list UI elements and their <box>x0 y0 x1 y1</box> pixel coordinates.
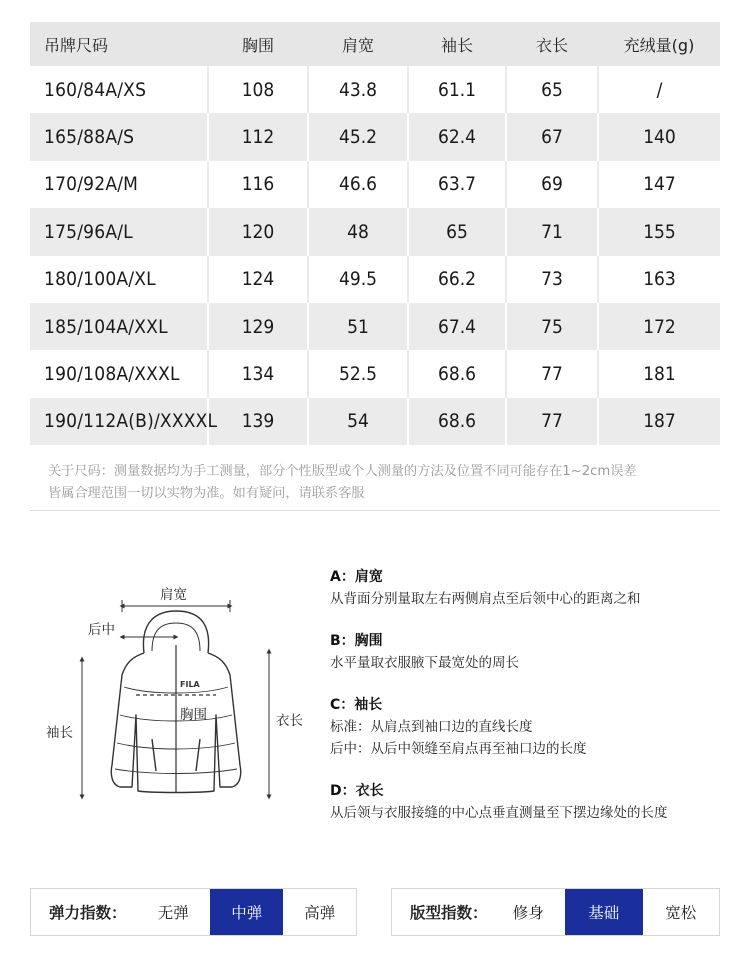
cell-sleeve: 65 <box>408 208 506 255</box>
cell-sleeve: 63.7 <box>408 161 506 208</box>
table-row <box>30 303 720 350</box>
fit-index-label: 版型指数： <box>410 904 488 922</box>
shoulder-label: 肩宽 <box>160 587 187 603</box>
header-down-fill: 充绒量(g) <box>598 22 720 66</box>
chest-label: 胸围 <box>180 707 207 723</box>
cell-length: 75 <box>506 303 598 350</box>
cell-shoulder: 51 <box>308 303 408 350</box>
cell-sleeve: 62.4 <box>408 113 506 160</box>
elastic-option-none[interactable]: 无弹 <box>157 904 189 922</box>
cell-chest: 112 <box>208 113 308 160</box>
elastic-option-high[interactable]: 高弹 <box>304 904 336 922</box>
cell-length: 71 <box>506 208 598 255</box>
sleeve-label: 袖长 <box>46 725 73 741</box>
definition-text: 从背面分别量取左右两侧肩点至后领中心的距离之和 <box>330 591 641 607</box>
cell-length: 77 <box>506 398 598 445</box>
cell-down-fill: 155 <box>598 208 720 255</box>
brand-logo-text: FILA <box>180 680 200 689</box>
cell-tag-size: 190/112A(B)/XXXXL <box>30 398 208 445</box>
cell-down-fill: 163 <box>598 256 720 303</box>
cell-shoulder: 49.5 <box>308 256 408 303</box>
cell-shoulder: 46.6 <box>308 161 408 208</box>
header-shoulder: 肩宽 <box>308 22 408 66</box>
jacket-illustration <box>40 575 320 815</box>
cell-down-fill: 172 <box>598 303 720 350</box>
definition-title: A：肩宽 <box>330 569 383 585</box>
cell-sleeve: 68.6 <box>408 350 506 397</box>
elastic-index-label: 弹力指数： <box>49 904 127 922</box>
cell-sleeve: 66.2 <box>408 256 506 303</box>
table-row <box>30 66 720 113</box>
cell-down-fill: 181 <box>598 350 720 397</box>
cell-tag-size: 165/88A/S <box>30 113 208 160</box>
definition-text: 标准：从肩点到袖口边的直线长度 <box>330 719 533 735</box>
measurement-definitions <box>330 566 730 844</box>
table-row <box>30 256 720 303</box>
note-line-1: 关于尺码：测量数据均为手工测量，部分个性版型或个人测量的方法及位置不同可能存在1~2cm误差 <box>48 464 637 479</box>
cell-shoulder: 45.2 <box>308 113 408 160</box>
cell-length: 65 <box>506 66 598 113</box>
cell-length: 77 <box>506 350 598 397</box>
measurement-note <box>48 461 718 505</box>
size-chart-table <box>30 22 720 445</box>
cell-length: 73 <box>506 256 598 303</box>
table-row <box>30 113 720 160</box>
back-center-label: 后中 <box>88 622 115 638</box>
cell-chest: 134 <box>208 350 308 397</box>
table-header-row <box>30 22 720 66</box>
definition-text: 后中：从后中领缝至肩点再至袖口边的长度 <box>330 741 587 757</box>
fit-index-bar <box>391 888 720 936</box>
cell-chest: 120 <box>208 208 308 255</box>
cell-down-fill: / <box>598 66 720 113</box>
cell-tag-size: 190/108A/XXXL <box>30 350 208 397</box>
definition-item <box>330 780 730 824</box>
jacket-measurement-diagram <box>40 575 320 815</box>
cell-shoulder: 48 <box>308 208 408 255</box>
definition-item <box>330 630 730 674</box>
cell-down-fill: 140 <box>598 113 720 160</box>
cell-shoulder: 43.8 <box>308 66 408 113</box>
cell-tag-size: 170/92A/M <box>30 161 208 208</box>
cell-shoulder: 52.5 <box>308 350 408 397</box>
length-label: 衣长 <box>276 713 303 729</box>
cell-down-fill: 187 <box>598 398 720 445</box>
cell-chest: 124 <box>208 256 308 303</box>
elastic-index-bar <box>30 888 357 936</box>
cell-chest: 116 <box>208 161 308 208</box>
definition-item <box>330 694 730 760</box>
fit-option-loose[interactable]: 宽松 <box>665 904 697 922</box>
cell-tag-size: 185/104A/XXL <box>30 303 208 350</box>
definition-title: D：衣长 <box>330 783 384 799</box>
header-length: 衣长 <box>506 22 598 66</box>
table-row <box>30 208 720 255</box>
cell-length: 67 <box>506 113 598 160</box>
cell-chest: 139 <box>208 398 308 445</box>
cell-tag-size: 175/96A/L <box>30 208 208 255</box>
cell-down-fill: 147 <box>598 161 720 208</box>
header-tag-size: 吊牌尺码 <box>30 22 208 66</box>
table-row <box>30 398 720 445</box>
cell-chest: 129 <box>208 303 308 350</box>
definition-item <box>330 566 730 610</box>
cell-shoulder: 54 <box>308 398 408 445</box>
cell-tag-size: 160/84A/XS <box>30 66 208 113</box>
definition-text: 从后领与衣服接缝的中心点垂直测量至下摆边缘处的长度 <box>330 805 668 821</box>
fit-option-slim[interactable]: 修身 <box>512 904 544 922</box>
section-divider <box>30 510 720 511</box>
note-line-2: 皆属合理范围一切以实物为准。如有疑问，请联系客服 <box>48 486 365 501</box>
fit-option-regular[interactable]: 基础 <box>565 889 643 935</box>
cell-length: 69 <box>506 161 598 208</box>
cell-chest: 108 <box>208 66 308 113</box>
cell-sleeve: 68.6 <box>408 398 506 445</box>
elastic-option-medium[interactable]: 中弹 <box>210 889 284 935</box>
definition-title: C：袖长 <box>330 697 383 713</box>
header-sleeve: 袖长 <box>408 22 506 66</box>
cell-sleeve: 61.1 <box>408 66 506 113</box>
table-row <box>30 350 720 397</box>
definition-text: 水平量取衣服腋下最宽处的周长 <box>330 655 519 671</box>
table-row <box>30 161 720 208</box>
cell-sleeve: 67.4 <box>408 303 506 350</box>
header-chest: 胸围 <box>208 22 308 66</box>
cell-tag-size: 180/100A/XL <box>30 256 208 303</box>
definition-title: B：胸围 <box>330 633 383 649</box>
